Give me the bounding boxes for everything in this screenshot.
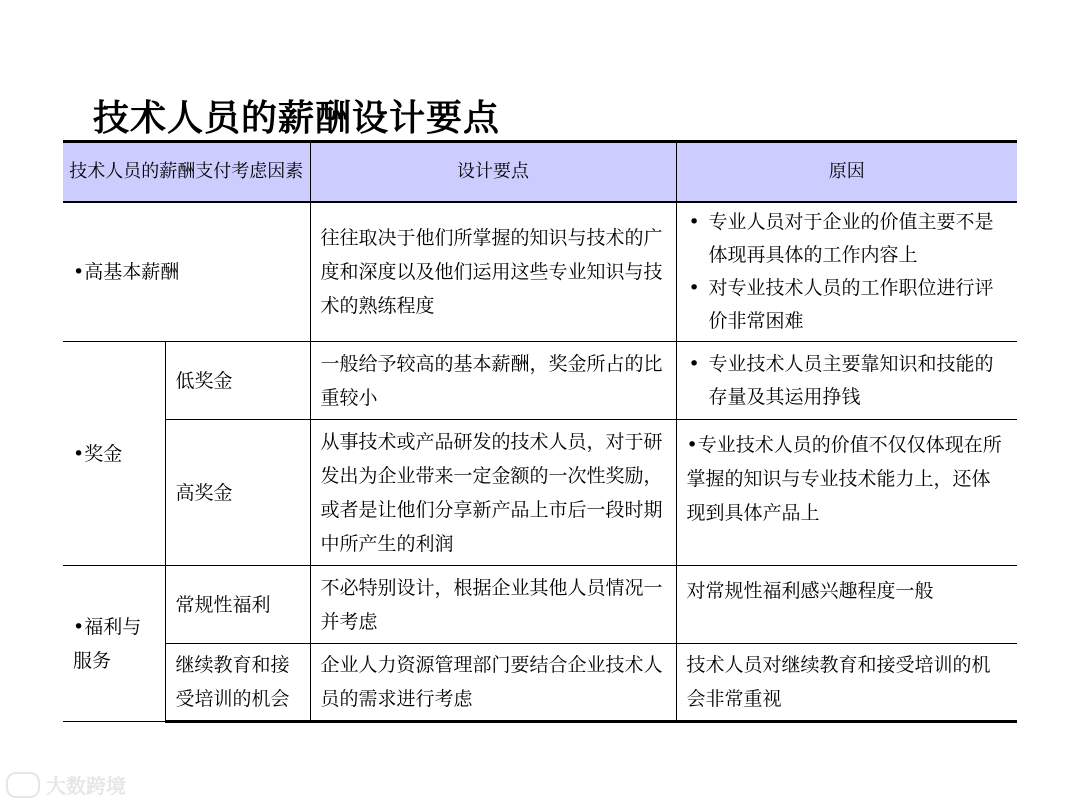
design-cell: 从事技术或产品研发的技术人员，对于研发出为企业带来一定金额的一次性奖励，或者是让他们分享新产品上市后一段时期中所产生的利润 bbox=[310, 420, 676, 566]
factor-cell: •高基本薪酬 bbox=[63, 202, 310, 342]
reason-bullet: • 专业人员对于企业的价值主要不是体现再具体的工作内容上 bbox=[687, 206, 1008, 272]
reason-cell: •专业技术人员的价值不仅仅体现在所掌握的知识与专业技术能力上，还体现到具体产品上 bbox=[676, 420, 1017, 566]
reason-cell: 技术人员对继续教育和接受培训的机会非常重视 bbox=[676, 644, 1017, 722]
header-row bbox=[63, 142, 1017, 203]
table-row bbox=[63, 566, 1017, 644]
factor-cell: •福利与服务 bbox=[63, 566, 165, 722]
table-row bbox=[63, 342, 1017, 420]
design-cell: 一般给予较高的基本薪酬，奖金所占的比重较小 bbox=[310, 342, 676, 420]
reason-bullet: • 对专业技术人员的工作职位进行评价非常困难 bbox=[687, 272, 1008, 338]
reason-cell: 对常规性福利感兴趣程度一般 bbox=[676, 566, 1017, 644]
header-reason: 原因 bbox=[676, 142, 1017, 203]
compensation-table bbox=[63, 140, 1017, 723]
sub-factor-cell: 低奖金 bbox=[165, 342, 310, 420]
table-row bbox=[63, 420, 1017, 566]
sub-factor-cell: 常规性福利 bbox=[165, 566, 310, 644]
design-cell: 企业人力资源管理部门要结合企业技术人员的需求进行考虑 bbox=[310, 644, 676, 722]
watermark-logo-icon bbox=[6, 772, 40, 798]
design-cell: 往往取决于他们所掌握的知识与技术的广度和深度以及他们运用这些专业知识与技术的熟练程度 bbox=[310, 202, 676, 342]
reason-cell bbox=[676, 342, 1017, 420]
table-row bbox=[63, 202, 1017, 342]
page-title: 技术人员的薪酬设计要点 bbox=[93, 98, 501, 139]
sub-factor-cell: 高奖金 bbox=[165, 420, 310, 566]
header-design: 设计要点 bbox=[310, 142, 676, 203]
sub-factor-cell: 继续教育和接受培训的机会 bbox=[165, 644, 310, 722]
watermark-text: 大数跨境 bbox=[46, 774, 126, 798]
table-row bbox=[63, 644, 1017, 722]
watermark bbox=[6, 770, 126, 799]
factor-cell: •奖金 bbox=[63, 342, 165, 566]
header-factor: 技术人员的薪酬支付考虑因素 bbox=[63, 142, 310, 203]
reason-bullet: • 专业技术人员主要靠知识和技能的存量及其运用挣钱 bbox=[687, 348, 1008, 414]
design-cell: 不必特别设计，根据企业其他人员情况一并考虑 bbox=[310, 566, 676, 644]
reason-cell bbox=[676, 202, 1017, 342]
